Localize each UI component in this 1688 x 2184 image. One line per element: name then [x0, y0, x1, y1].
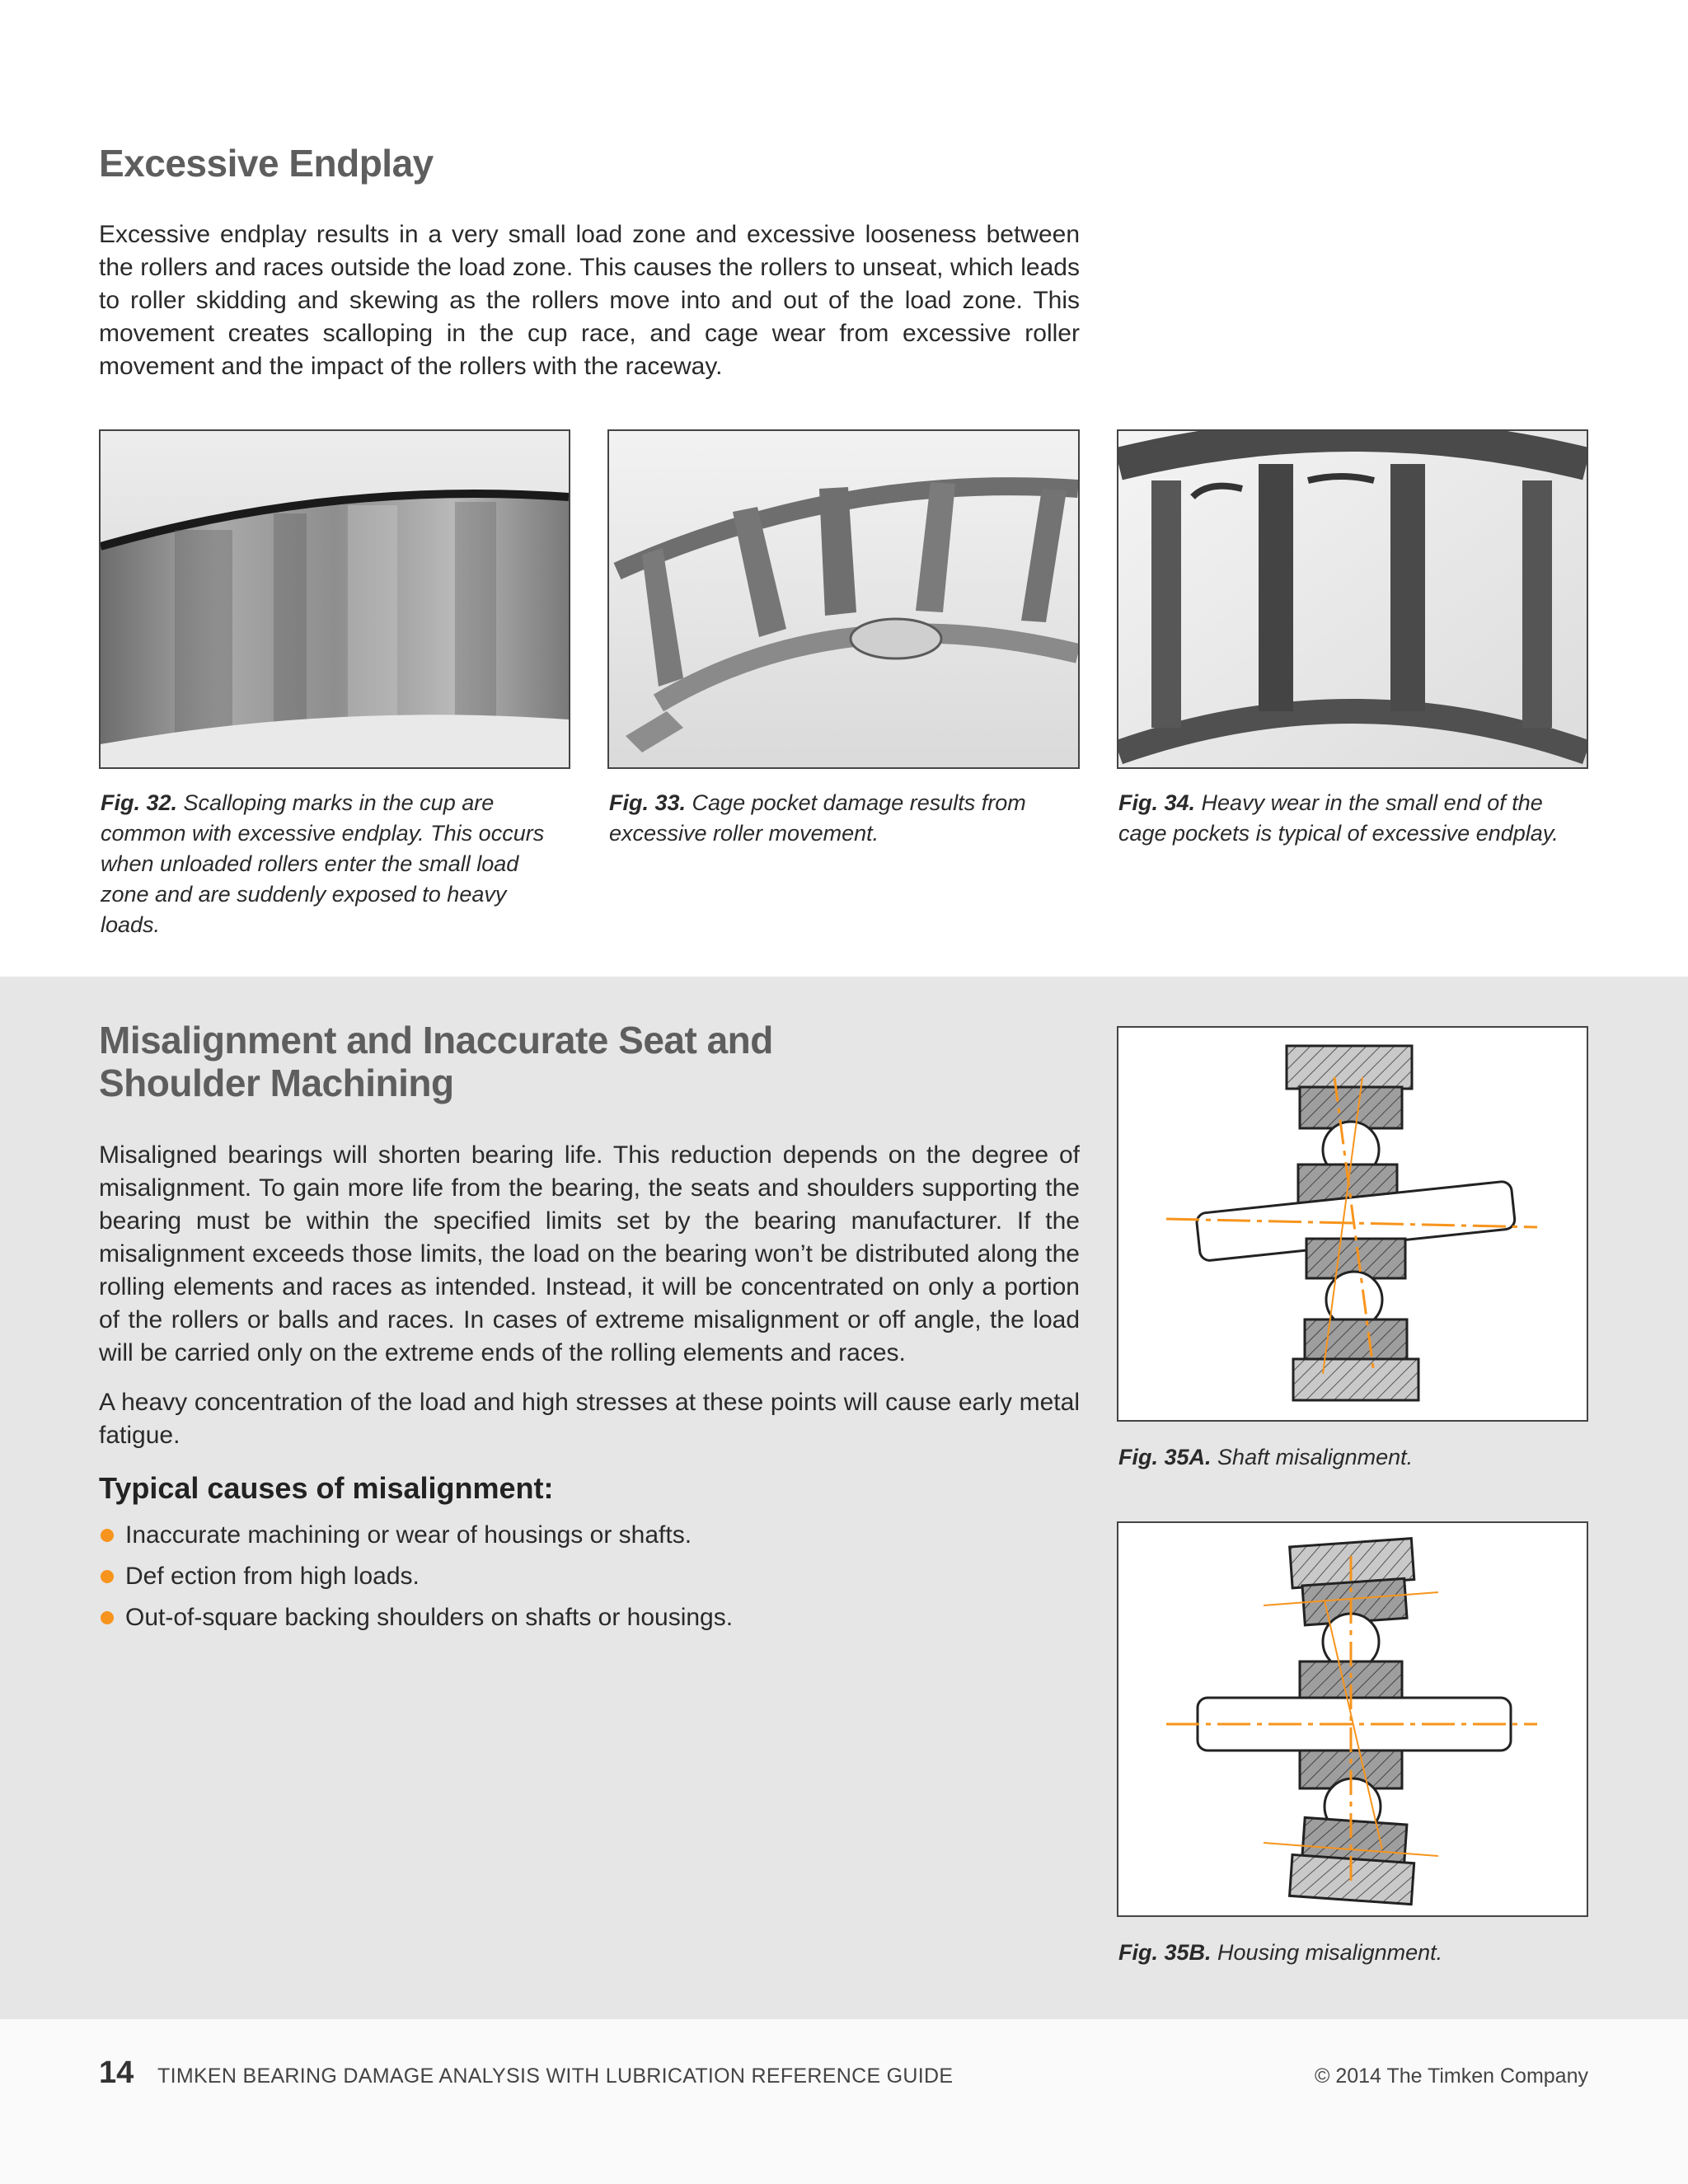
fig32-photo [99, 429, 570, 769]
list-item-text: Out-of-square backing shoulders on shafts or housings. [125, 1604, 734, 1631]
fig34-text: Heavy wear in the small end of the cage pockets is typical of excessive endplay. [1118, 790, 1559, 846]
bullet-dot-icon [101, 1570, 114, 1583]
bullet-dot-icon [101, 1611, 114, 1624]
endplay-paragraph [99, 218, 1080, 400]
fig33-photo [607, 429, 1080, 769]
section-title-line1: Misalignment and Inaccurate Seat and [99, 1019, 773, 1062]
fig35a-text: Shaft misalignment. [1217, 1445, 1414, 1469]
fig33-text: Cage pocket damage results from excessive roller movement. [609, 790, 1026, 846]
fig35a-diagram [1117, 1026, 1588, 1422]
fig35b-diagram [1117, 1521, 1588, 1917]
fig33-caption [609, 788, 1079, 849]
section-title-misalignment [99, 1019, 773, 1104]
fig33-label: Fig. 33. [609, 790, 687, 815]
footer-background [0, 2019, 1688, 2184]
list-item-text: Inaccurate machining or wear of housings or shafts. [125, 1521, 692, 1549]
page-number: 14 [99, 2055, 134, 2090]
section-title-line2: Shoulder Machining [99, 1062, 454, 1104]
fig34-caption [1118, 788, 1588, 849]
fig32-caption [101, 788, 570, 940]
list-item [99, 1556, 1080, 1597]
fig35b-label: Fig. 35B. [1118, 1940, 1212, 1965]
misalignment-paragraph-2: A heavy concentration of the load and high stresses at these points will cause early metal fatigue. [99, 1389, 1080, 1449]
fig32-text: Scalloping marks in the cup are common with excessive endplay. This occurs when unloaded rollers enter the small load zone and are suddenly exposed to heavy loads. [101, 790, 545, 937]
list-item-text: Def ection from high loads. [125, 1563, 420, 1590]
misalignment-paragraph-1: Misaligned bearings will shorten bearing life. This reduction depends on the degree of misalignment. To gain more life from the bearing, the seats and shoulders supporting the bearing must be within the specified limits set by the bearing manufacturer. If the misalignment exceeds those limits, the load on the bearing won’t be distributed along the rolling elements and races as intended. Instead, it will be concentrated on only a portion of the rollers or balls and races. In cases of extreme misalignment or off angle, the load will be carried only on the extreme ends of the rolling elements and races. [99, 1141, 1080, 1366]
misalignment-body [99, 1139, 1080, 1469]
fig34-photo [1117, 429, 1588, 769]
endplay-paragraph-text: Excessive endplay results in a very small load zone and excessive looseness between the rollers and races outside the load zone. This causes the rollers to unseat, which leads to roller skidding and skewing as the rollers move into and out of the load zone. This movement creates scalloping in the cup race, and cage wear from excessive roller movement and the impact of the rollers with the raceway. [99, 221, 1080, 380]
copyright: © 2014 The Timken Company [1314, 2064, 1588, 2088]
section-title-excessive-endplay: Excessive Endplay [99, 142, 434, 185]
fig34-label: Fig. 34. [1118, 790, 1196, 815]
fig35b-text: Housing misalignment. [1217, 1940, 1443, 1965]
guide-title: TIMKEN BEARING DAMAGE ANALYSIS WITH LUBRICATION REFERENCE GUIDE [157, 2064, 954, 2088]
fig35b-caption [1118, 1938, 1588, 1968]
fig35a-label: Fig. 35A. [1118, 1445, 1212, 1469]
bullet-dot-icon [101, 1529, 114, 1542]
list-item [99, 1515, 1080, 1556]
list-item [99, 1597, 1080, 1638]
fig32-label: Fig. 32. [101, 790, 178, 815]
causes-heading: Typical causes of misalignment: [99, 1471, 554, 1505]
causes-list [99, 1515, 1080, 1638]
fig35a-caption [1118, 1442, 1588, 1473]
